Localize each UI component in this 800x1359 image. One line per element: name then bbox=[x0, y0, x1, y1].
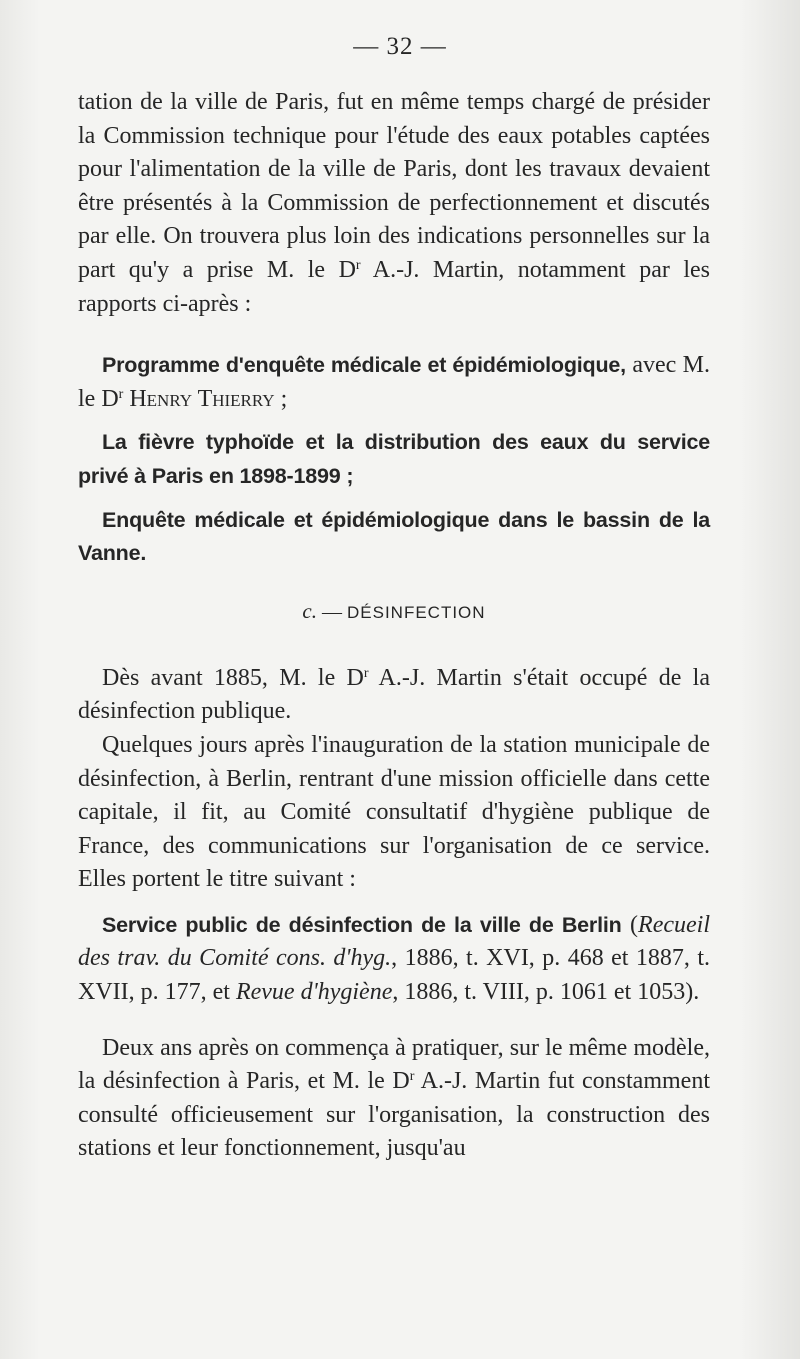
berlin-reference bbox=[78, 909, 710, 1010]
paragraph-3-text: Deux ans après on commença à pratiquer, sur le même modèle, la désinfection à Paris, et M. le D bbox=[78, 1034, 710, 1095]
intro-superscript: r bbox=[355, 257, 361, 273]
report-title-3: Enquête médicale et épidémiologique dans le bassin de la Vanne. bbox=[78, 507, 710, 566]
berlin-source-1-details: , 1886, t. XVI, p. 468 et 1887, t. XVII, p. 177, et bbox=[78, 945, 710, 1006]
berlin-source-2-details: , 1886, t. VIII, p. 1061 et 1053). bbox=[392, 979, 700, 1006]
paragraph-3-superscript: r bbox=[409, 1069, 415, 1085]
paragraph-2: Quelques jours après l'inauguration de la station municipale de désinfection, à Berlin, rentrant d'une mission officielle dans cette capitale, il fit, au Comité consultatif d'hygiène publique de France, des communications sur l'organisation de ce service. Elles portent le titre suivant : bbox=[78, 731, 710, 893]
report-title-1: Programme d'enquête médicale et épidémiologique, bbox=[102, 353, 626, 378]
paragraph-1-text: Dès avant 1885, M. le D bbox=[102, 664, 364, 691]
paragraph-3-text-end: A.-J. Martin fut constamment consulté officieusement sur l'organisation, la construction des stations et leur fonctionnement, jusqu'au bbox=[78, 1068, 710, 1162]
intro-text: tation de la ville de Paris, fut en même temps chargé de présider la Commission technique pour l'étude des eaux potables captées pour l'alimentation de la ville de Paris, dont les travaux devaient être présentés à la Commission de perfectionnement et discutés par elle. On trouvera plus loin des indications personnelles sur la part qu'y a prise M. le D bbox=[78, 89, 710, 283]
section-letter: c. bbox=[302, 598, 317, 623]
report-entry-1 bbox=[78, 349, 710, 416]
paragraph-1 bbox=[78, 662, 710, 729]
report-superscript-1: r bbox=[118, 386, 124, 402]
report-tail-1: avec M. le D bbox=[78, 352, 711, 412]
intro-text-end: A.-J. Martin, notamment par les rapports ci-après : bbox=[78, 256, 710, 317]
page-body bbox=[78, 86, 710, 1166]
section-dash: — bbox=[317, 600, 347, 623]
berlin-title: Service public de désinfection de la ville de Berlin bbox=[102, 912, 622, 937]
report-entry-3 bbox=[78, 504, 710, 571]
report-title-2: La fièvre typhoïde et la distribution des eaux du service privé à Paris en 1898-1899 ; bbox=[78, 430, 710, 488]
berlin-source-2: Revue d'hygiène bbox=[235, 979, 393, 1006]
report-tail-end-1: ; bbox=[274, 385, 288, 412]
berlin-source-1: Recueil des trav. du Comité cons. d'hyg. bbox=[78, 911, 710, 972]
paragraph-1-text-end: A.-J. Martin s'était occupé de la désinfection publique. bbox=[78, 664, 711, 725]
paragraph-3 bbox=[78, 1032, 710, 1166]
report-author-name: Henry Thierry bbox=[123, 385, 275, 412]
section-title: DÉSINFECTION bbox=[347, 602, 486, 622]
paragraph-1-superscript: r bbox=[363, 665, 369, 681]
berlin-open-paren: ( bbox=[621, 911, 639, 938]
intro-paragraph bbox=[78, 86, 710, 321]
section-heading bbox=[78, 599, 710, 624]
report-entry-2 bbox=[78, 426, 710, 493]
page-number: — 32 — bbox=[353, 33, 447, 60]
